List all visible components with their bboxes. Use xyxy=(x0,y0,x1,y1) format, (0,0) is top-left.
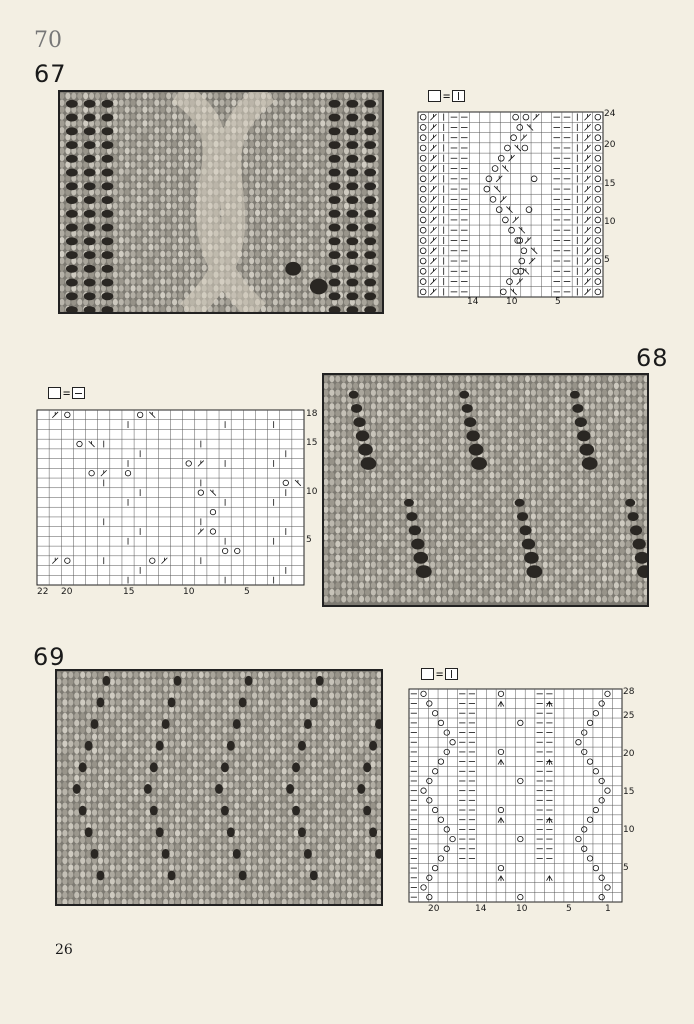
col-label: 22 xyxy=(37,587,49,597)
row-label: 15 xyxy=(623,787,635,797)
row-label: 10 xyxy=(604,217,616,227)
pattern-number-68: 68 xyxy=(636,344,669,372)
legend-69 xyxy=(421,667,458,681)
col-label: 20 xyxy=(61,587,73,597)
row-label: 5 xyxy=(604,255,610,265)
pattern-number-67: 67 xyxy=(34,60,67,88)
col-label: 14 xyxy=(475,904,487,914)
legend-67 xyxy=(428,89,465,103)
col-label: 5 xyxy=(244,587,250,597)
knit-photo-69 xyxy=(55,669,383,906)
row-label: 20 xyxy=(623,749,635,759)
row-label: 5 xyxy=(306,535,312,545)
col-label: 10 xyxy=(183,587,195,597)
col-label: 15 xyxy=(123,587,135,597)
knit-photo-68 xyxy=(322,373,649,607)
row-label: 5 xyxy=(623,863,629,873)
row-label: 15 xyxy=(306,438,318,448)
row-label: 25 xyxy=(623,711,635,721)
row-label: 18 xyxy=(306,409,318,419)
knit-chart-67 xyxy=(418,112,603,297)
row-label: 10 xyxy=(306,487,318,497)
col-label: 14 xyxy=(467,297,479,307)
col-label: 10 xyxy=(516,904,528,914)
col-label: 5 xyxy=(555,297,561,307)
row-label: 28 xyxy=(623,687,635,697)
row-label: 15 xyxy=(604,179,616,189)
col-label: 5 xyxy=(566,904,572,914)
legend-blank-cell xyxy=(48,387,61,399)
legend-equals: = xyxy=(443,89,451,103)
legend-blank-cell xyxy=(428,90,441,102)
legend-knit-symbol xyxy=(445,668,458,680)
page-number: 26 xyxy=(55,942,73,958)
col-label: 1 xyxy=(605,904,611,914)
knit-photo-67 xyxy=(58,90,384,314)
legend-knit-symbol xyxy=(452,90,465,102)
legend-purl-symbol xyxy=(72,387,85,399)
row-label: 20 xyxy=(604,140,616,150)
col-label: 10 xyxy=(506,297,518,307)
col-label: 20 xyxy=(428,904,440,914)
corner-mark: 70 xyxy=(34,28,62,53)
legend-equals: = xyxy=(63,386,71,400)
legend-68 xyxy=(48,386,85,400)
row-label: 24 xyxy=(604,109,616,119)
knit-chart-68 xyxy=(37,410,304,585)
pattern-number-69: 69 xyxy=(33,643,66,671)
legend-equals: = xyxy=(436,667,444,681)
row-label: 10 xyxy=(623,825,635,835)
knit-chart-69 xyxy=(409,689,622,902)
legend-blank-cell xyxy=(421,668,434,680)
